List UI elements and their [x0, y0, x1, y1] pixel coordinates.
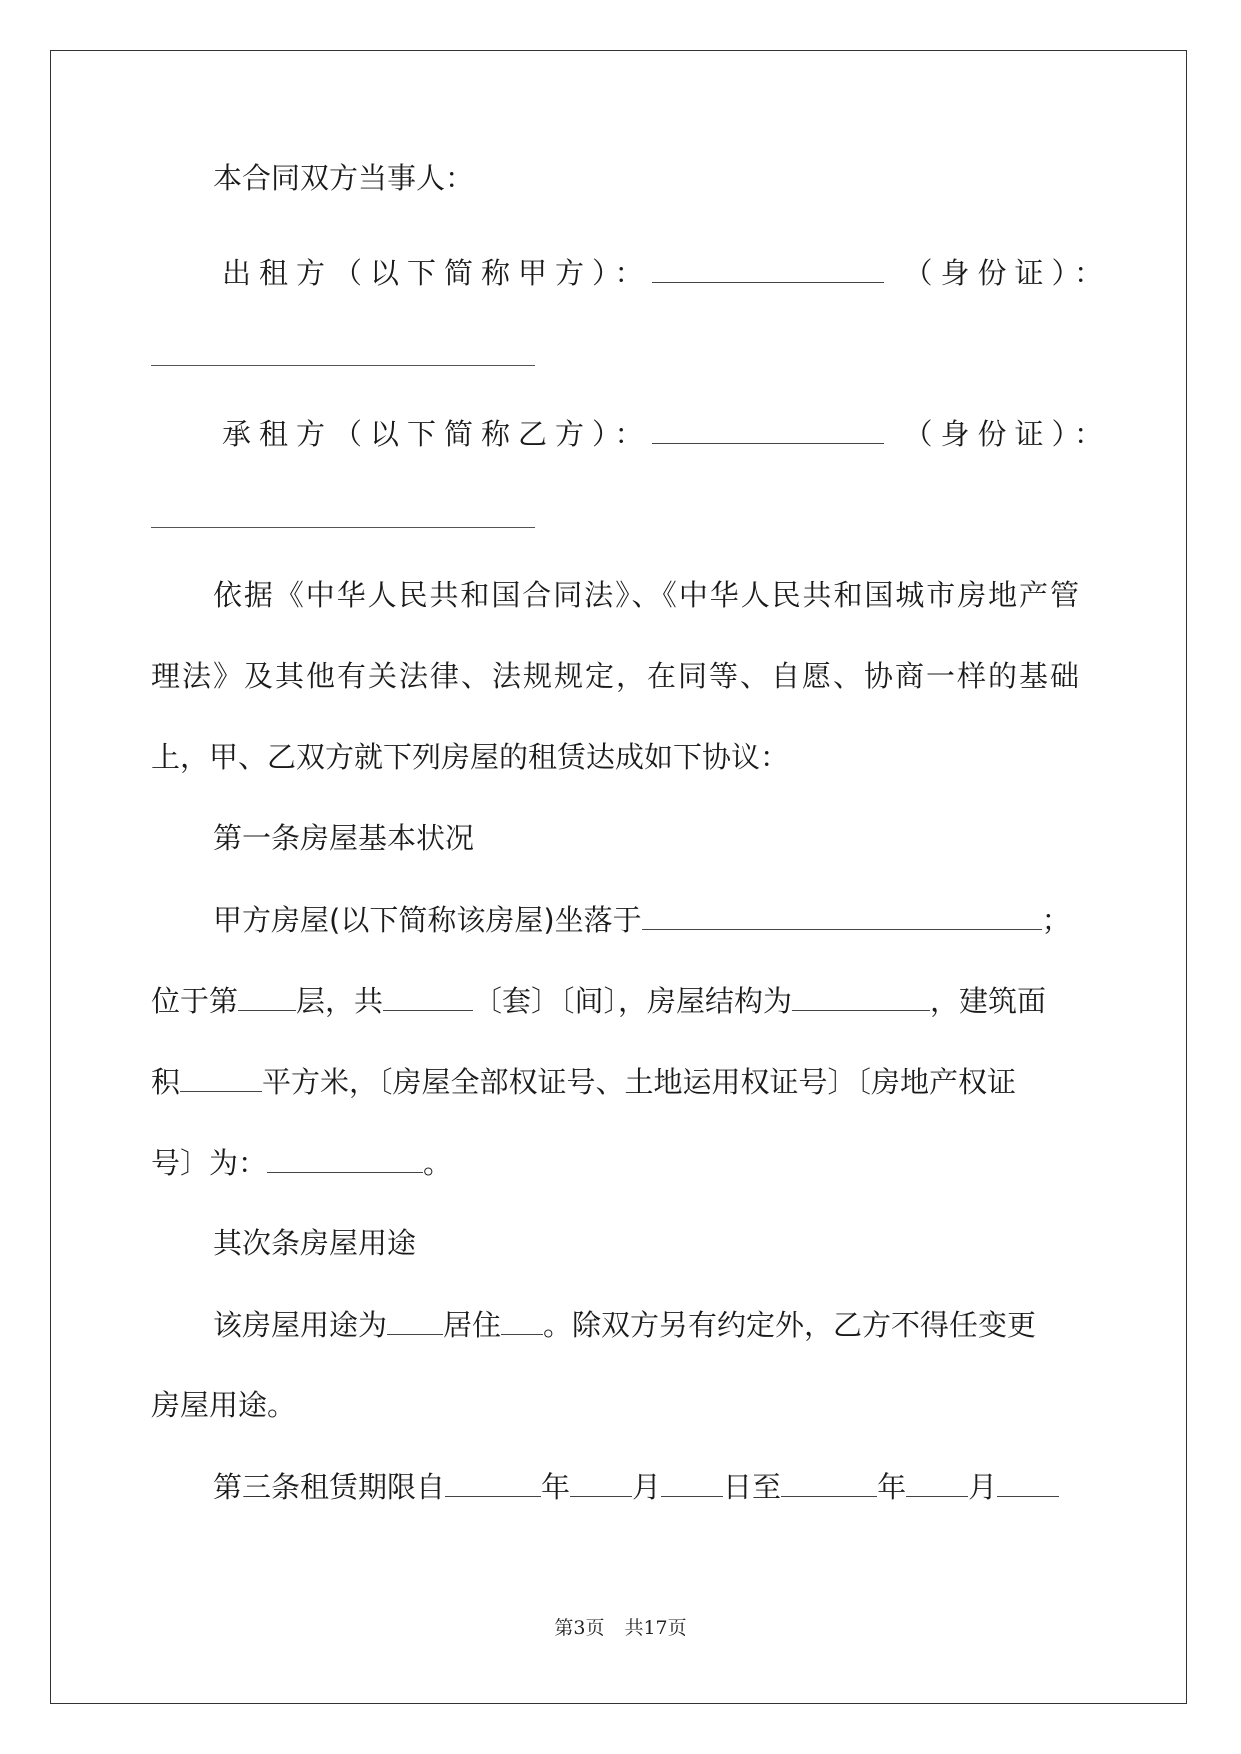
basis-line-1: 依据《中华人民共和国合同法》、《中华人民共和国城市房地产管 [213, 578, 1079, 612]
usage-value: 居住 [443, 1308, 502, 1342]
lessee-id-blank[interactable] [151, 527, 535, 528]
parties-intro: 本合同双方当事人： [213, 161, 475, 195]
end-year-blank[interactable] [781, 1466, 877, 1497]
article1-location-line: 甲方房屋(以下简称该房屋)坐落于 ； [213, 899, 1071, 940]
structure-blank[interactable] [792, 980, 930, 1011]
lessor-line [222, 252, 1111, 293]
unit-count-blank[interactable] [383, 980, 473, 1011]
article1-title: 第一条房屋基本状况 [213, 821, 475, 855]
lessee-line [222, 413, 1111, 454]
end-day-blank[interactable] [997, 1466, 1059, 1497]
lessor-id-blank[interactable] [151, 365, 535, 366]
article1-cert-line: 号〕为： 。 [151, 1142, 452, 1183]
start-day-blank[interactable] [661, 1466, 723, 1497]
area-blank[interactable] [180, 1061, 262, 1092]
page-total: 共17页 [624, 1617, 687, 1639]
lessor-name-blank[interactable] [652, 252, 884, 283]
basis-line-3: 上，甲、乙双方就下列房屋的租赁达成如下协议： [151, 740, 790, 774]
lessee-id-label: （身份证）： [903, 417, 1112, 451]
article2-usage-line: 该房屋用途为 居住 。除双方另有约定外，乙方不得任变更 [213, 1304, 1036, 1345]
start-month-blank[interactable] [570, 1466, 632, 1497]
article1-floor-line: 位于第 层，共 〔套〕〔间〕，房屋结构为 ，建筑面 [151, 980, 1046, 1021]
page-number: 第3页 [554, 1617, 605, 1639]
page-frame [50, 50, 1187, 1704]
article1-area-line: 积 平方米，〔房屋全部权证号、土地运用权证号〕〔房地产权证 [151, 1061, 1016, 1102]
start-year-blank[interactable] [445, 1466, 541, 1497]
article2-title: 其次条房屋用途 [213, 1226, 417, 1260]
basis-line-2: 理法》及其他有关法律、法规规定，在同等、自愿、协商一样的基础 [151, 659, 1079, 693]
end-month-blank[interactable] [906, 1466, 968, 1497]
lessor-id-label: （身份证）： [903, 256, 1112, 290]
usage-blank-left[interactable] [387, 1304, 443, 1335]
page-footer [0, 1615, 1241, 1641]
floor-blank[interactable] [238, 980, 296, 1011]
location-blank[interactable] [642, 899, 1042, 930]
lessee-label: 承租方（以下简称乙方）： [222, 417, 652, 451]
usage-blank-right[interactable] [501, 1304, 543, 1335]
article3-term-line: 第三条租赁期限自 年 月 日至 年 月 [213, 1466, 1059, 1507]
article2-usage-line-2: 房屋用途。 [151, 1388, 297, 1422]
cert-number-blank[interactable] [267, 1142, 423, 1173]
lessee-name-blank[interactable] [652, 413, 884, 444]
lessor-label: 出租方（以下简称甲方）： [222, 256, 652, 290]
